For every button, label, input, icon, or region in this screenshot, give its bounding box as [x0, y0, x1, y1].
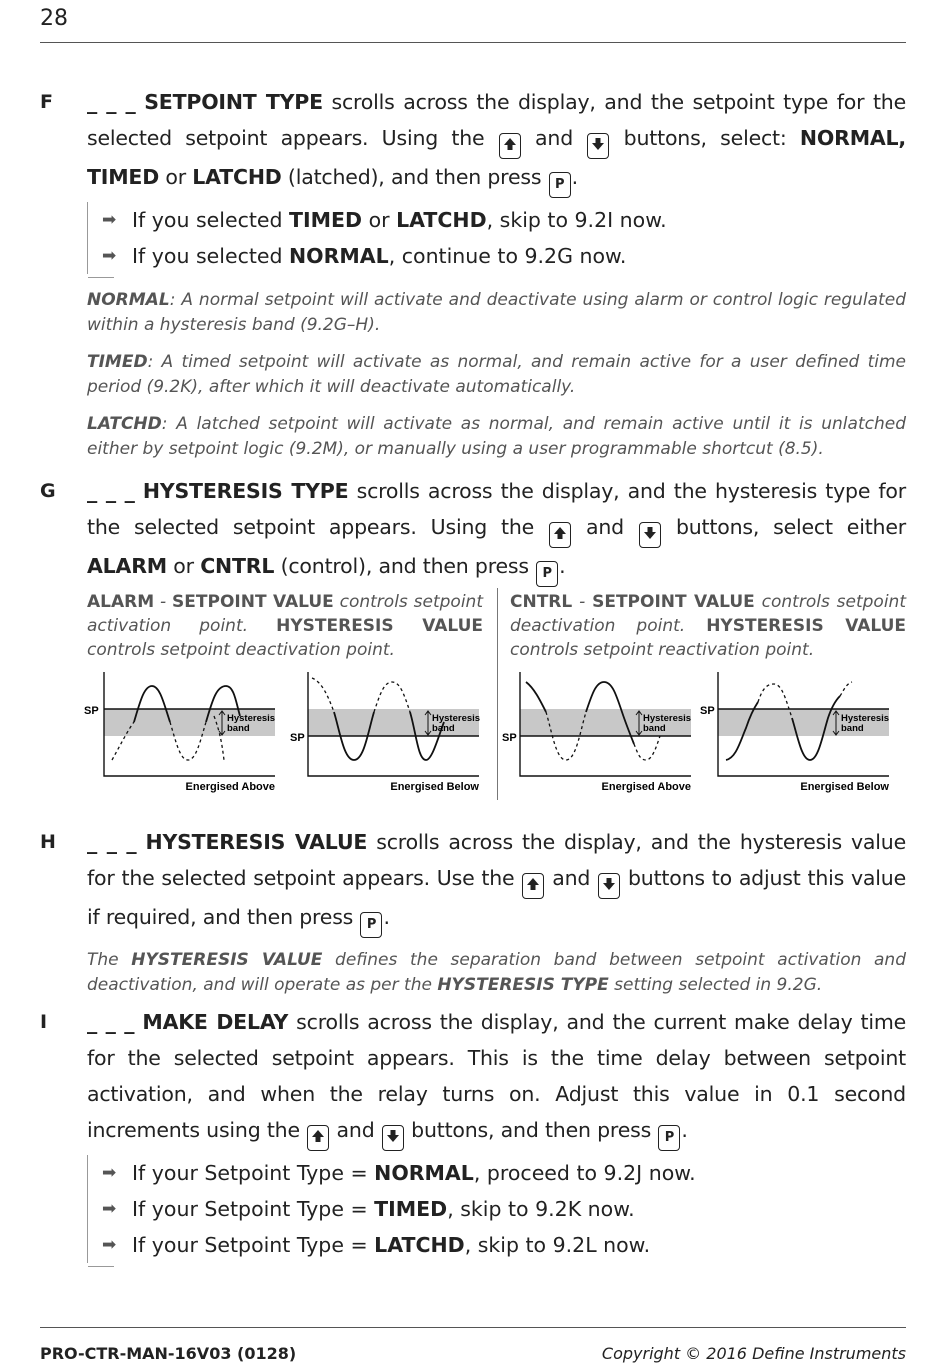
list-item: ➡ If your Setpoint Type = NORMAL, proceed to 9.2J now.: [132, 1155, 906, 1191]
section-g: [40, 473, 906, 587]
graph-cntrl-energised-above: [500, 672, 696, 798]
section-letter: G: [40, 480, 56, 502]
p-button-icon: P: [360, 912, 382, 938]
section-body: _ _ _ HYSTERESIS TYPE scrolls across the display, and the hysteresis type for the selected setpoint appears. Using the and buttons, select either ALARM or CNTRL (control), and then press P .: [87, 473, 906, 587]
note-timed: TIMED: A timed setpoint will activate as normal, and remain active for a user defined time period (9.2K), after which it will deactivate automatically.: [87, 352, 906, 397]
parameter-name: HYSTERESIS TYPE: [142, 479, 349, 503]
list-item: ➡ If your Setpoint Type = TIMED, skip to 9.2K now.: [132, 1191, 906, 1227]
arrow-right-icon: ➡: [102, 1163, 117, 1183]
down-button-icon: [587, 133, 609, 159]
sp-label: SP: [84, 705, 99, 717]
page-number: 28: [40, 6, 68, 31]
svg-text:band: band: [432, 723, 455, 734]
up-button-icon: [307, 1125, 329, 1151]
footer-rule: [40, 1327, 906, 1328]
band-label: Hysteresis: [227, 713, 276, 724]
svg-text:band: band: [227, 723, 250, 734]
p-button-icon: P: [549, 172, 571, 198]
blank-marker: _ _ _: [87, 90, 136, 114]
note-latchd: LATCHD: A latched setpoint will activate as normal, and remain active until it is unlatched either by setpoint logic (9.2M), or manually using a user programmable shortcut (8.5).: [87, 414, 906, 459]
parameter-name: MAKE DELAY: [142, 1010, 289, 1034]
arrow-right-icon: ➡: [102, 1199, 117, 1219]
graph-caption: Energised Below: [800, 781, 889, 793]
sp-label: SP: [700, 705, 715, 717]
up-button-icon: [549, 522, 571, 548]
sp-label: SP: [290, 732, 305, 744]
band-label: Hysteresis: [643, 713, 692, 724]
p-button-icon: P: [536, 561, 558, 587]
p-button-icon: P: [658, 1125, 680, 1151]
column-divider: [497, 588, 498, 800]
section-body: _ _ _ HYSTERESIS VALUE scrolls across the display, and the hysteresis value for the selected setpoint appears. Use the and buttons to adjust this value if required, and then press P .: [87, 824, 906, 938]
note-normal: NORMAL: A normal setpoint will activate and deactivate using alarm or control logic regulated within a hysteresis band (9.2G–H).: [87, 290, 906, 335]
list-item: ➡ If you selected TIMED or LATCHD, skip to 9.2I now.: [132, 202, 906, 238]
section-letter: I: [40, 1011, 48, 1033]
section-i: [40, 1004, 906, 1263]
section-letter: F: [40, 91, 53, 113]
graph-cntrl-energised-below: [698, 672, 894, 798]
up-button-icon: [499, 133, 521, 159]
down-button-icon: [598, 873, 620, 899]
graph-alarm-energised-below: [288, 672, 484, 798]
arrow-right-icon: ➡: [102, 246, 117, 266]
bullet-list: [87, 1155, 906, 1263]
arrow-right-icon: ➡: [102, 1235, 117, 1255]
section-body: _ _ _ MAKE DELAY scrolls across the display, and the current make delay time for the selected setpoint appears. This is the time delay between setpoint activation, and when the relay turns on. Adjust this value in 0.1 second increments using the and buttons, and then press P .: [87, 1004, 906, 1151]
list-item: ➡ If you selected NORMAL, continue to 9.2G now.: [132, 238, 906, 274]
up-button-icon: [522, 873, 544, 899]
down-button-icon: [382, 1125, 404, 1151]
blank-marker: _ _ _: [87, 479, 135, 503]
header-rule: [40, 42, 906, 43]
blank-marker: _ _ _: [87, 830, 137, 854]
cntrl-description: CNTRL - SETPOINT VALUE controls setpoint deactivation point. HYSTERESIS VALUE controls setpoint reactivation point.: [510, 592, 906, 660]
graph-alarm-energised-above: [84, 672, 280, 798]
svg-text:band: band: [643, 723, 666, 734]
copyright: Copyright © 2016 Define Instruments: [601, 1344, 906, 1363]
down-button-icon: [639, 522, 661, 548]
bullet-list: [87, 202, 906, 274]
parameter-name: SETPOINT TYPE: [144, 90, 323, 114]
alarm-description: ALARM - SETPOINT VALUE controls setpoint activation point. HYSTERESIS VALUE controls setpoint deactivation point.: [87, 592, 484, 660]
note-hysteresis-value: The HYSTERESIS VALUE defines the separation band between setpoint activation and deactivation, and will operate as per the HYSTERESIS TYPE setting selected in 9.2G.: [87, 950, 907, 995]
section-letter: H: [40, 831, 56, 853]
section-f: [40, 84, 906, 462]
section-body: _ _ _ SETPOINT TYPE scrolls across the display, and the setpoint type for the selected setpoint appears. Using the and buttons, select: NORMAL, TIMED or LATCHD (latched), and then press P .: [87, 84, 906, 198]
arrow-right-icon: ➡: [102, 210, 117, 230]
document-code: PRO-CTR-MAN-16V03 (0128): [40, 1344, 297, 1363]
sp-label: SP: [502, 732, 517, 744]
graph-caption: Energised Below: [390, 781, 479, 793]
parameter-name: HYSTERESIS VALUE: [145, 830, 368, 854]
svg-text:band: band: [841, 723, 864, 734]
list-item: ➡ If your Setpoint Type = LATCHD, skip to 9.2L now.: [132, 1227, 906, 1263]
band-label: Hysteresis: [841, 713, 890, 724]
section-h: [40, 824, 906, 998]
blank-marker: _ _ _: [87, 1010, 135, 1034]
band-label: Hysteresis: [432, 713, 481, 724]
graph-caption: Energised Above: [185, 781, 275, 793]
graph-caption: Energised Above: [601, 781, 691, 793]
